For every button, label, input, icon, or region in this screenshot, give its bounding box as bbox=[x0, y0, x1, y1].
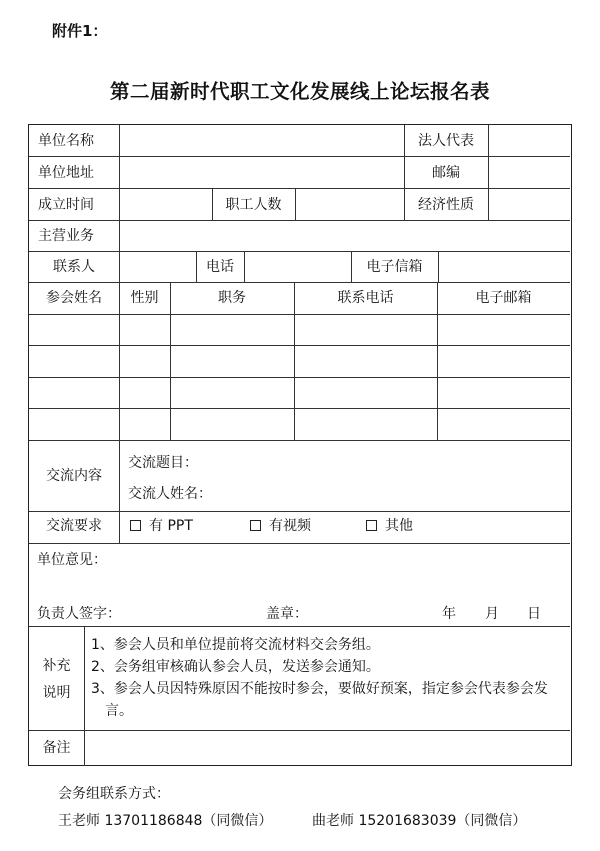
option-other[interactable]: 其他 bbox=[366, 518, 413, 534]
unit-name-label: 单位名称 bbox=[38, 133, 94, 149]
month-label: 月 bbox=[485, 606, 499, 622]
option-ppt[interactable]: 有 PPT bbox=[130, 518, 193, 534]
founded-label: 成立时间 bbox=[38, 197, 94, 213]
note-item: 3、参会人员因特殊原因不能按时参会，要做好预案，指定参会代表参会发言。 bbox=[91, 681, 548, 719]
note-item: 1、参会人员和单位提前将交流材料交会务组。 bbox=[91, 637, 380, 653]
employees-label: 职工人数 bbox=[225, 197, 282, 213]
contact-person-label: 联系人 bbox=[53, 259, 95, 275]
remarks-label: 备注 bbox=[42, 740, 71, 756]
registration-form-table bbox=[28, 124, 572, 766]
footer-contact-wang: 王老师 13701186848（同微信） bbox=[58, 813, 273, 829]
legal-rep-label: 法人代表 bbox=[418, 133, 474, 149]
exchange-topic-label: 交流题目： bbox=[128, 455, 198, 471]
exchange-label: 交流内容 bbox=[46, 468, 102, 484]
requirements-label: 交流要求 bbox=[46, 518, 102, 534]
attendee-phone-header: 联系电话 bbox=[337, 290, 394, 306]
footer-contact-title: 会务组联系方式： bbox=[58, 786, 170, 802]
economic-type-label: 经济性质 bbox=[418, 197, 474, 213]
seal-label: 盖章： bbox=[266, 606, 308, 622]
email-box-label: 电子信箱 bbox=[366, 259, 423, 275]
phone-label: 电话 bbox=[206, 259, 234, 275]
supplement-label-line2: 说明 bbox=[42, 685, 71, 701]
year-label: 年 bbox=[442, 606, 456, 622]
checkbox-icon[interactable] bbox=[366, 520, 377, 531]
signature-label: 负责人签字： bbox=[37, 606, 121, 622]
main-business-label: 主营业务 bbox=[38, 228, 94, 244]
attendee-gender-header: 性别 bbox=[130, 290, 159, 306]
supplement-notes bbox=[91, 634, 566, 722]
checkbox-icon[interactable] bbox=[250, 520, 261, 531]
form-title: 第二届新时代职工文化发展线上论坛报名表 bbox=[109, 80, 490, 103]
postcode-label: 邮编 bbox=[432, 165, 460, 181]
attendee-name-header: 参会姓名 bbox=[46, 290, 102, 306]
attendee-position-header: 职务 bbox=[218, 290, 246, 306]
footer-contact-qu: 曲老师 15201683039（同微信） bbox=[312, 813, 527, 829]
day-label: 日 bbox=[527, 606, 541, 622]
supplement-label-line1: 补充 bbox=[42, 658, 71, 674]
note-item: 2、会务组审核确认参会人员，发送参会通知。 bbox=[91, 659, 380, 675]
option-video[interactable]: 有视频 bbox=[250, 518, 311, 534]
attendee-email-header: 电子邮箱 bbox=[475, 290, 532, 306]
annex-label: 附件1： bbox=[52, 22, 108, 40]
unit-opinion-label: 单位意见： bbox=[37, 552, 107, 568]
unit-address-label: 单位地址 bbox=[38, 165, 94, 181]
checkbox-icon[interactable] bbox=[130, 520, 141, 531]
exchange-speaker-label: 交流人姓名： bbox=[128, 486, 212, 502]
